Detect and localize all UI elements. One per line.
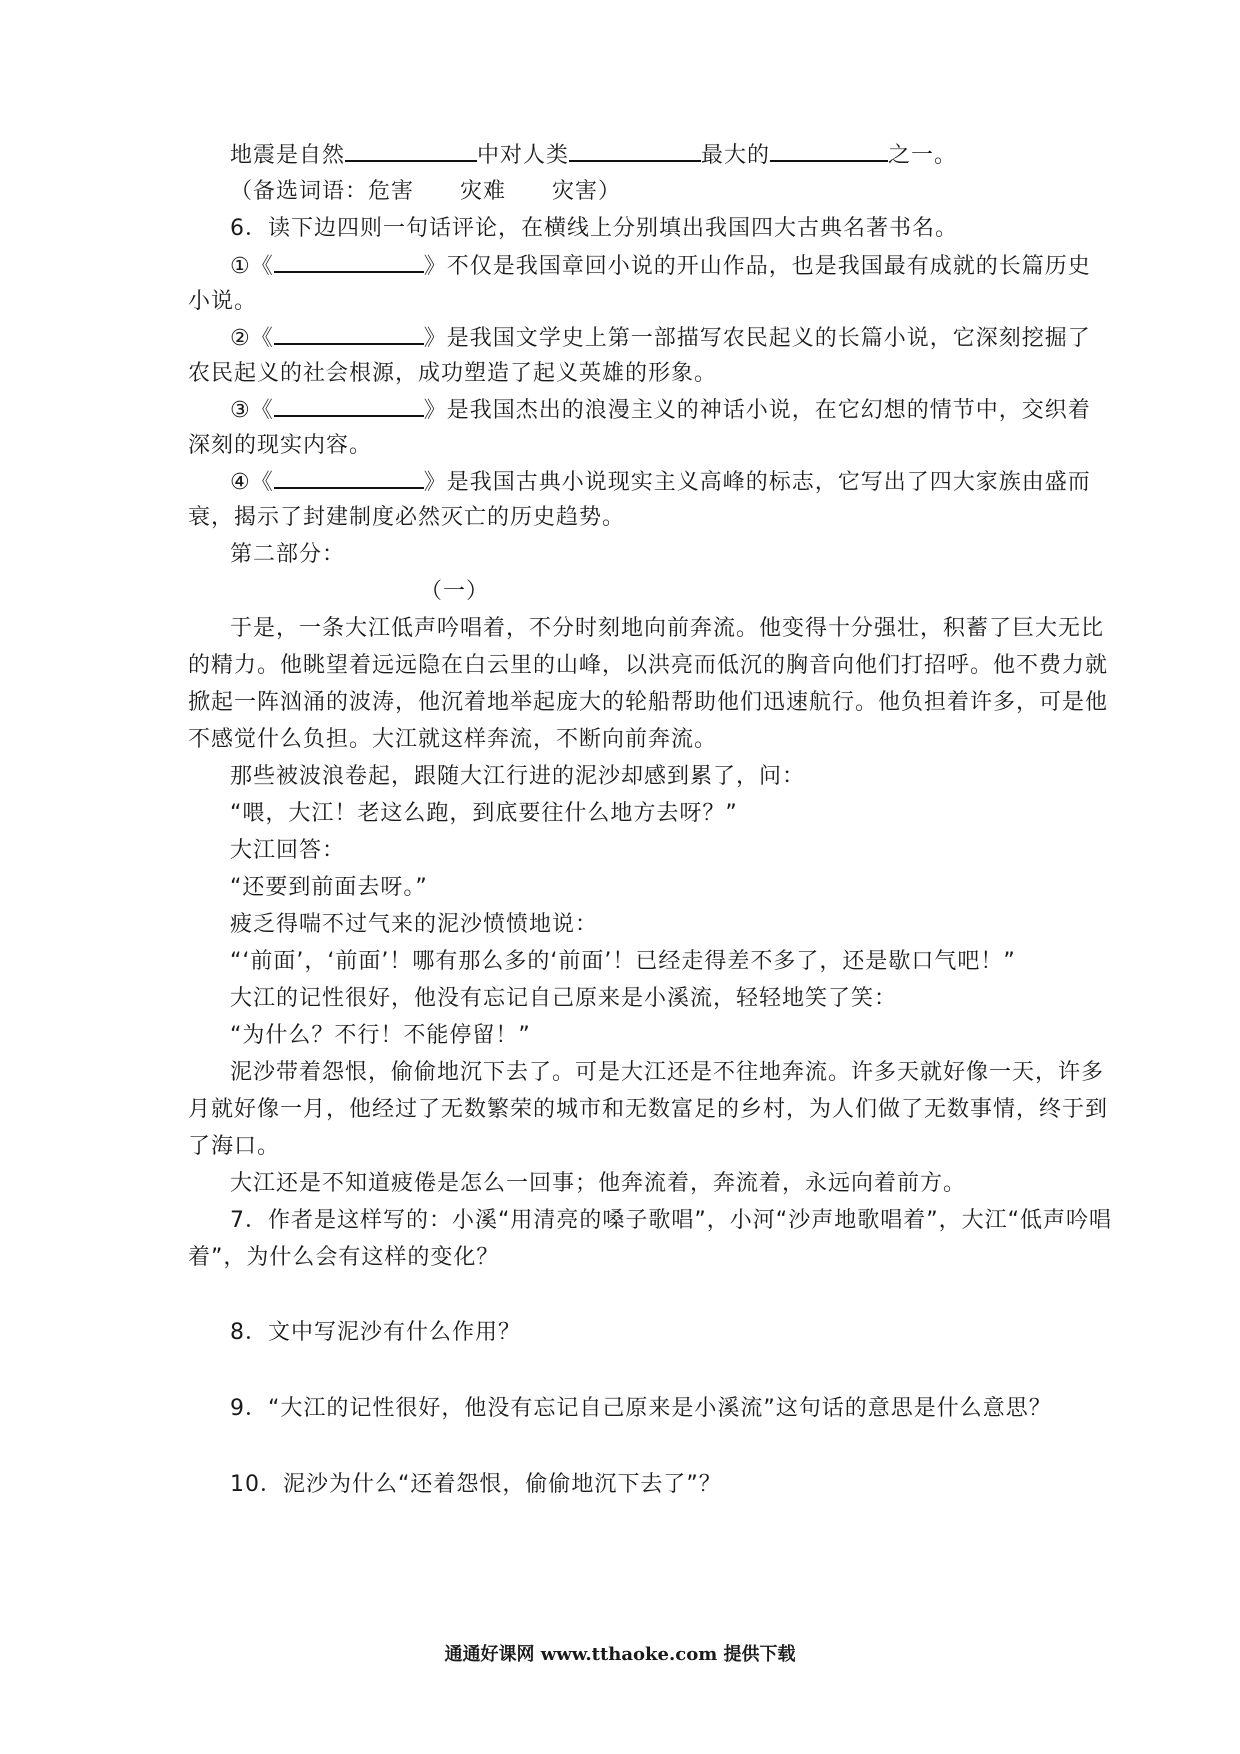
q6-item-3 bbox=[230, 395, 1091, 426]
answer-blank[interactable] bbox=[569, 140, 701, 162]
text-segment: 最大的 bbox=[701, 143, 771, 168]
passage-line: 不感觉什么负担。大江就这样奔流，不断向前奔流。 bbox=[188, 727, 718, 752]
passage-line: 那些被波浪卷起，跟随大江行进的泥沙却感到累了，问： bbox=[230, 764, 806, 789]
item-text: 是我国文学史上第一部描写农民起义的长篇小说，它深刻挖掘了 bbox=[446, 326, 1091, 351]
passage-line: “还要到前面去呀。” bbox=[230, 875, 428, 900]
book-title-blank[interactable] bbox=[274, 395, 424, 417]
item-number: ②《 bbox=[230, 326, 274, 351]
book-title-blank[interactable] bbox=[274, 467, 424, 489]
book-title-blank[interactable] bbox=[274, 251, 424, 273]
passage-line: 于是，一条大江低声吟唱着，不分时刻地向前奔流。他变得十分强壮，积蓄了巨大无比 bbox=[230, 616, 1105, 641]
passage-line: 月就好像一月，他经过了无数繁荣的城市和无数富足的乡村，为人们做了无数事情，终于到 bbox=[188, 1097, 1109, 1122]
text-segment: 地震是自然 bbox=[230, 143, 346, 168]
q6-item-3-cont: 深刻的现实内容。 bbox=[188, 433, 373, 458]
word-options: （备选词语：危害 灾难 灾害） bbox=[230, 179, 622, 204]
section-heading: （一） bbox=[420, 579, 490, 604]
passage-line: “喂，大江！老这么跑，到底要往什么地方去呀？” bbox=[230, 801, 738, 826]
item-number: ④《 bbox=[230, 470, 274, 495]
passage-line: 大江还是不知道疲倦是怎么一回事；他奔流着，奔流着，永远向着前方。 bbox=[230, 1171, 967, 1196]
earthquake-fill-line bbox=[230, 140, 1068, 171]
item-text: 不仅是我国章回小说的开山作品，也是我国最有成就的长篇历史 bbox=[446, 254, 1091, 279]
item-close: 》 bbox=[423, 470, 447, 495]
book-title-blank[interactable] bbox=[274, 323, 424, 345]
item-text: 是我国古典小说现实主义高峰的标志，它写出了四大家族由盛而 bbox=[446, 470, 1091, 495]
footer-source: 通通好课网 www.tthaoke.com 提供下载 bbox=[444, 1644, 796, 1665]
item-close: 》 bbox=[423, 254, 447, 279]
answer-blank[interactable] bbox=[770, 140, 888, 162]
question-7-cont: 着”，为什么会有这样的变化？ bbox=[188, 1245, 500, 1270]
passage-line: 泥沙带着怨恨，偷偷地沉下去了。可是大江还是不往地奔流。许多天就好像一天，许多 bbox=[230, 1060, 1105, 1085]
q6-item-1-cont: 小说。 bbox=[188, 289, 258, 314]
question-6-prompt: 6．读下边四则一句话评论，在横线上分别填出我国四大古典名著书名。 bbox=[230, 216, 958, 241]
item-number: ③《 bbox=[230, 398, 274, 423]
question-10: 10．泥沙为什么“还着怨恨，偷偷地沉下去了”？ bbox=[230, 1472, 722, 1497]
item-close: 》 bbox=[423, 398, 447, 423]
passage-line: 大江的记性很好，他没有忘记自己原来是小溪流，轻轻地笑了笑： bbox=[230, 986, 898, 1011]
answer-blank[interactable] bbox=[345, 140, 477, 162]
q6-item-1 bbox=[230, 251, 1091, 282]
passage-line: “‘前面’，‘前面’！哪有那么多的‘前面’！已经走得差不多了，还是歇口气吧！” bbox=[230, 949, 1016, 974]
passage-line: 的精力。他眺望着远远隐在白云里的山峰，以洪亮而低沉的胸音向他们打招呼。他不费力就 bbox=[188, 653, 1109, 678]
question-9: 9．“大江的记性很好，他没有忘记自己原来是小溪流”这句话的意思是什么意思？ bbox=[230, 1396, 1052, 1421]
passage-line: 大江回答： bbox=[230, 838, 346, 863]
q6-item-4-cont: 衰，揭示了封建制度必然灭亡的历史趋势。 bbox=[188, 505, 626, 530]
text-segment: 之一。 bbox=[888, 143, 958, 168]
item-text: 是我国杰出的浪漫主义的神话小说，在它幻想的情节中，交织着 bbox=[446, 398, 1091, 423]
passage-line: 疲乏得喘不过气来的泥沙愤愤地说： bbox=[230, 912, 599, 937]
passage-line: “为什么？不行！不能停留！” bbox=[230, 1023, 531, 1048]
q6-item-4 bbox=[230, 467, 1091, 498]
passage-line: 了海口。 bbox=[188, 1134, 281, 1159]
passage-line: 掀起一阵汹涌的波涛，他沉着地举起庞大的轮船帮助他们迅速航行。他负担着许多，可是他 bbox=[188, 690, 1109, 715]
text-segment: 中对人类 bbox=[477, 143, 570, 168]
question-7: 7．作者是这样写的：小溪“用清亮的嗓子歌唱”，小河“沙声地歌唱着”，大江“低声吟唱 bbox=[230, 1208, 1112, 1233]
item-number: ①《 bbox=[230, 254, 274, 279]
part-two-heading: 第二部分： bbox=[230, 542, 346, 567]
item-close: 》 bbox=[423, 326, 447, 351]
question-8: 8．文中写泥沙有什么作用？ bbox=[230, 1320, 521, 1345]
q6-item-2-cont: 农民起义的社会根源，成功塑造了起义英雄的形象。 bbox=[188, 361, 718, 386]
q6-item-2 bbox=[230, 323, 1091, 354]
